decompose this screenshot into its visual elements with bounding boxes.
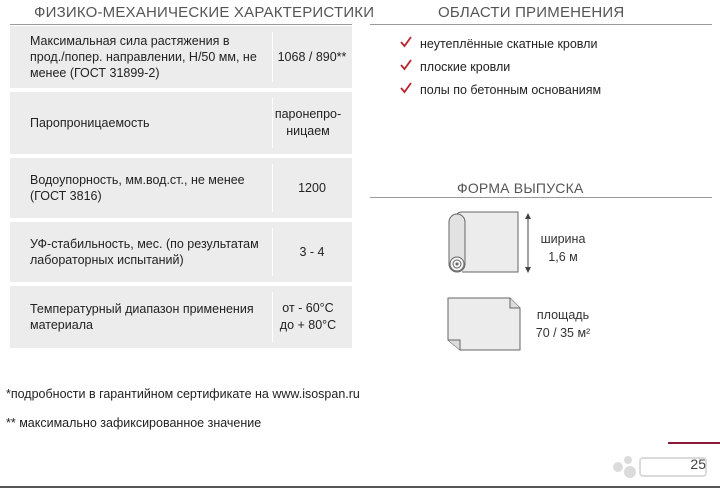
page-number: 25 bbox=[690, 456, 706, 472]
roll-icon bbox=[444, 210, 534, 276]
sheet-icon bbox=[446, 296, 522, 352]
spec-row-water bbox=[10, 158, 352, 218]
applications-title-rule bbox=[370, 24, 712, 25]
application-item bbox=[402, 37, 597, 51]
width-label: ширина bbox=[540, 232, 586, 246]
spec-value: 3 - 4 bbox=[299, 244, 325, 259]
area-value: 70 / 35 м² bbox=[535, 326, 591, 340]
spec-label: Температурный диапазон применения материала bbox=[30, 302, 254, 332]
spec-value: 1068 / 890** bbox=[277, 49, 347, 64]
checkmark-icon bbox=[400, 82, 412, 94]
application-item bbox=[402, 83, 601, 97]
spec-row-vapor bbox=[10, 92, 352, 154]
applications-title: ОБЛАСТИ ПРИМЕНЕНИЯ bbox=[438, 4, 625, 21]
spec-label: УФ-стабильность, мес. (по результатам лабораторных испытаний) bbox=[30, 237, 259, 267]
application-text: полы по бетонным основаниям bbox=[420, 83, 602, 97]
spec-label: Водоупорность, мм.вод.ст., не менее (ГОСТ 3816) bbox=[30, 173, 245, 203]
spec-label: Максимальная сила растяжения в прод./попер. направлении, Н/50 мм, не менее (ГОСТ 31899-2) bbox=[30, 34, 257, 80]
width-label-block bbox=[532, 230, 594, 266]
footnote-warranty: *подробности в гарантийном сертификате на www.isospan.ru bbox=[6, 387, 360, 401]
area-label: площадь bbox=[536, 308, 590, 322]
spec-value bbox=[264, 92, 352, 154]
spec-row-tensile bbox=[10, 26, 352, 88]
specs-title: ФИЗИКО-МЕХАНИЧЕСКИЕ ХАРАКТЕРИСТИКИ bbox=[34, 4, 375, 21]
checkmark-icon bbox=[400, 59, 412, 71]
application-text: неутеплённые скатные кровли bbox=[420, 37, 598, 51]
spec-row-uv bbox=[10, 222, 352, 282]
area-label-block bbox=[528, 306, 598, 342]
spec-value: 1200 bbox=[298, 180, 326, 195]
spec-value-text: паронепро-ницаем bbox=[274, 107, 342, 138]
specs-title-rule bbox=[10, 24, 352, 25]
page-accent-rule bbox=[668, 442, 720, 444]
spec-label: Паропроницаемость bbox=[30, 116, 150, 130]
page-bottom-rule bbox=[0, 486, 720, 488]
spec-row-temperature bbox=[10, 286, 352, 348]
watermark-logo-icon bbox=[610, 452, 710, 482]
width-value: 1,6 м bbox=[548, 250, 578, 264]
footnote-max-value: ** максимально зафиксированное значение bbox=[6, 416, 262, 430]
checkmark-icon bbox=[400, 36, 412, 48]
spec-value bbox=[264, 286, 352, 348]
release-form-title: ФОРМА ВЫПУСКА bbox=[457, 180, 584, 196]
application-item bbox=[402, 60, 510, 74]
release-form-title-rule bbox=[370, 197, 712, 198]
application-text: плоские кровли bbox=[420, 60, 511, 74]
spec-value-text: от - 60°С до + 80°С bbox=[279, 301, 337, 332]
